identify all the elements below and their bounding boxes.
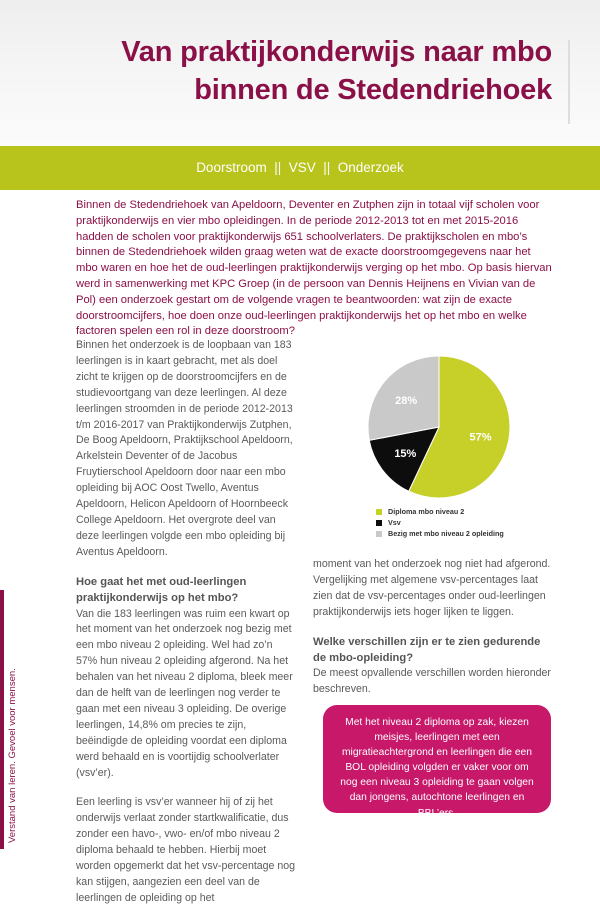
title-line-1: Van praktijkonderwijs naar mbo (121, 36, 552, 68)
right-paragraph-2: De meest opvallende verschillen worden hieronder beschreven. (313, 667, 551, 696)
header-divider (568, 40, 570, 124)
left-paragraph-2: Van die 183 leerlingen was ruim een kwart op het moment van het onderzoek nog bezig met een mbo niveau 2 opleiding. Wel had zo’n 57% hun niveau 2 opleiding afgerond. Na het behalen van het niveau 2 diploma, bleek meer dan de helft van de leerlingen nog verder te gaan met een niveau 3 opleiding. De overige leerlingen, 14,8% om precies te zijn, beëindigde de opleiding voordat een diploma werd behaald en is voortijdig schoolverlater (vsv’er). (76, 607, 293, 779)
topic-band-text: Doorstroom || VSV || Onderzoek (196, 160, 404, 175)
legend-item-1 (376, 517, 504, 528)
highlight-callout (323, 705, 551, 819)
right-heading-1: Welke verschillen zijn er te zien gedurende de mbo-opleiding? (313, 635, 541, 664)
pie-label-2: 28% (395, 394, 418, 407)
legend-swatch (376, 509, 382, 515)
title-line-2: binnen de Stedendriehoek (194, 74, 552, 106)
page-title (121, 33, 552, 109)
pie-label-0: 57% (469, 431, 492, 444)
callout-text: Met het niveau 2 diploma op zak, kiezen meisjes, leerlingen met een migratieachtergrond en leerlingen die een BOL opleiding volgden er vaker voor om nog een niveau 3 opleiding te gaan volgen dan jongens, autochtone leerlingen en BBL’ers. (340, 717, 534, 819)
topic-band (0, 146, 600, 190)
intro-paragraph: Binnen de Stedendriehoek van Apeldoorn, Deventer en Zutphen zijn in totaal vijf scholen voor praktijkonderwijs en vier mbo opleidingen. In de periode 2012-2013 tot en met 2015-2016 hadden de scholen voor praktijkonderwijs 651 schoolverlaters. De praktijkscholen en mbo’s binnen de Stedendriehoek wilden graag weten wat de exacte doorstroomgegevens naar het mbo waren en hoe het de oud-leerlingen praktijkonderwijs verging op het mbo. Op basis hiervan werd in samenwerking met KPC Groep (in de persoon van Dennis Heijnens en Vivian van de Pol) een onderzoek gestart om de volgende vragen te beantwoorden: wat zijn de exacte doorstroomcijfers, hoe doen onze oud-leerlingen praktijkonderwijs het op het mbo en welke factoren spelen een rol in deze doorstroom? (76, 199, 552, 338)
legend-label: Diploma mbo niveau 2 (388, 507, 465, 516)
left-heading-1: Hoe gaat het met oud-leerlingen praktijkonderwijs op het mbo? (76, 575, 247, 604)
left-paragraph-1: Binnen het onderzoek is de loopbaan van 183 leerlingen is in kaart gebracht, met als doel zicht te krijgen op de doorstroomcijfers en de studievoortgang van deze leerlingen. Al deze leerlingen stroomden in de periode 2012-2013 t/m 2016-2017 van Praktijkonderwijs Zutphen, De Boog Apeldoorn, Praktijkschool Apeldoorn, Arkelstein Deventer of de Jacobus Fruytierschool Apeldoorn door naar een mbo opleiding bij AOC Oost Twello, Aventus Apeldoorn, Helicon Apeldoorn of Hoornbeeck College Apeldoorn. Het overgrote deel van deze leerlingen volgde een mbo opleiding bij Aventus Apeldoorn. (76, 339, 293, 558)
legend-swatch (376, 531, 382, 537)
legend-item-2 (376, 528, 504, 539)
right-paragraph-1: moment van het onderzoek nog niet had afgerond. Vergelijking met algemene vsv-percentages laat zien dat de vsv-percentages onder oud-leerlingen praktijkonderwijs iets hoger lijken te liggen. (313, 558, 551, 618)
legend-label: Vsv (388, 518, 401, 527)
left-column (76, 338, 296, 921)
sidebar-slogan-text: Verstand van leren. Gevoel voor mensen. (7, 668, 18, 843)
pie-chart (364, 352, 514, 502)
legend-swatch (376, 520, 382, 526)
sidebar-slogan (0, 590, 46, 849)
pie-label-1: 15% (394, 448, 417, 461)
chart-legend (376, 506, 504, 539)
legend-label: Bezig met mbo niveau 2 opleiding (388, 529, 504, 538)
right-column (313, 557, 553, 712)
legend-item-0 (376, 506, 504, 517)
left-paragraph-3: Een leerling is vsv’er wanneer hij of zij het onderwijs verlaat zonder startkwalificatie, dus zonder een havo-, vwo- en/of mbo niveau 2 diploma behaald te hebben. Hierbij moet worden opgemerkt dat het vsv-percentage nog kan stijgen, aangezien een deel van de leerlingen de opleiding op het (76, 796, 296, 904)
